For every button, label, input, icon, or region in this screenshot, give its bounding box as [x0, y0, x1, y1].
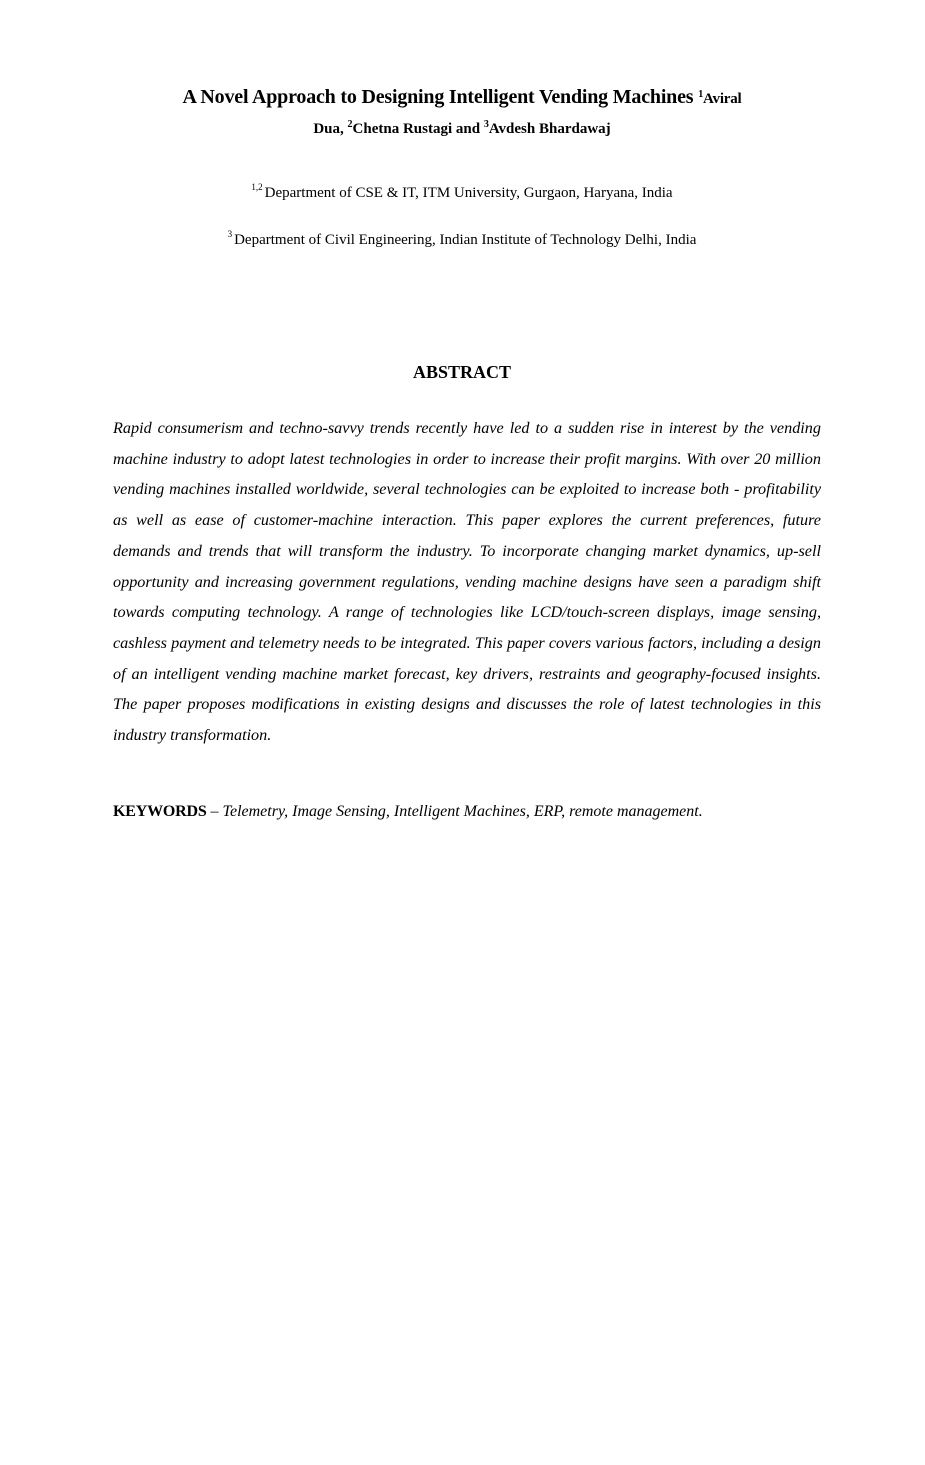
author-conjunction: and: [455, 121, 481, 137]
affiliation-2: [112, 229, 812, 249]
paper-title: A Novel Approach to Designing Intelligent Vending Machines: [182, 86, 694, 108]
author-marker-1: 1: [698, 89, 703, 100]
affiliation-1: [112, 182, 812, 202]
abstract-heading: ABSTRACT: [412, 362, 512, 382]
affiliation-marker-2: 3: [227, 229, 233, 239]
paper-title-line: [112, 84, 812, 112]
author-name-2: Chetna Rustagi: [352, 121, 453, 137]
author-marker-2: 2: [347, 119, 353, 130]
author-name-1-part2: Dua,: [313, 121, 344, 137]
keywords-list: Telemetry, Image Sensing, Intelligent Machines, ERP, remote management.: [222, 803, 703, 820]
author-name-1-part1: Aviral: [703, 91, 742, 107]
keywords-label: KEYWORDS: [113, 803, 207, 820]
author-list: [112, 118, 812, 140]
keywords-line: [113, 803, 821, 821]
affiliation-text-1: Department of CSE & IT, ITM University, Gurgaon, Haryana, India: [264, 185, 673, 201]
keywords-separator: –: [210, 803, 219, 820]
author-marker-3: 3: [483, 119, 489, 130]
author-name-3: Avdesh Bhardawaj: [488, 121, 611, 137]
affiliation-text-2: Department of Civil Engineering, Indian Institute of Technology Delhi, India: [234, 232, 697, 248]
abstract-body: Rapid consumerism and techno-savvy trends recently have led to a sudden rise in interest by the vending machine industry to adopt latest technologies in order to increase their profit margins. With over 20 million vending machines installed worldwide, several technologies can be exploited to increase both - profitability as well as ease of customer-machine interaction. This paper explores the current preferences, future demands and trends that will transform the industry. To incorporate changing market dynamics, up-sell opportunity and increasing government regulations, vending machine designs have seen a paradigm shift towards computing technology. A range of technologies like LCD/touch-screen displays, image sensing, cashless payment and telemetry needs to be integrated. This paper covers various factors, including a design of an intelligent vending machine market forecast, key drivers, restraints and geography-focused insights. The paper proposes modifications in existing designs and discusses the role of latest technologies in this industry transformation.: [113, 419, 821, 745]
affiliation-marker-1: 1,2: [251, 182, 263, 192]
